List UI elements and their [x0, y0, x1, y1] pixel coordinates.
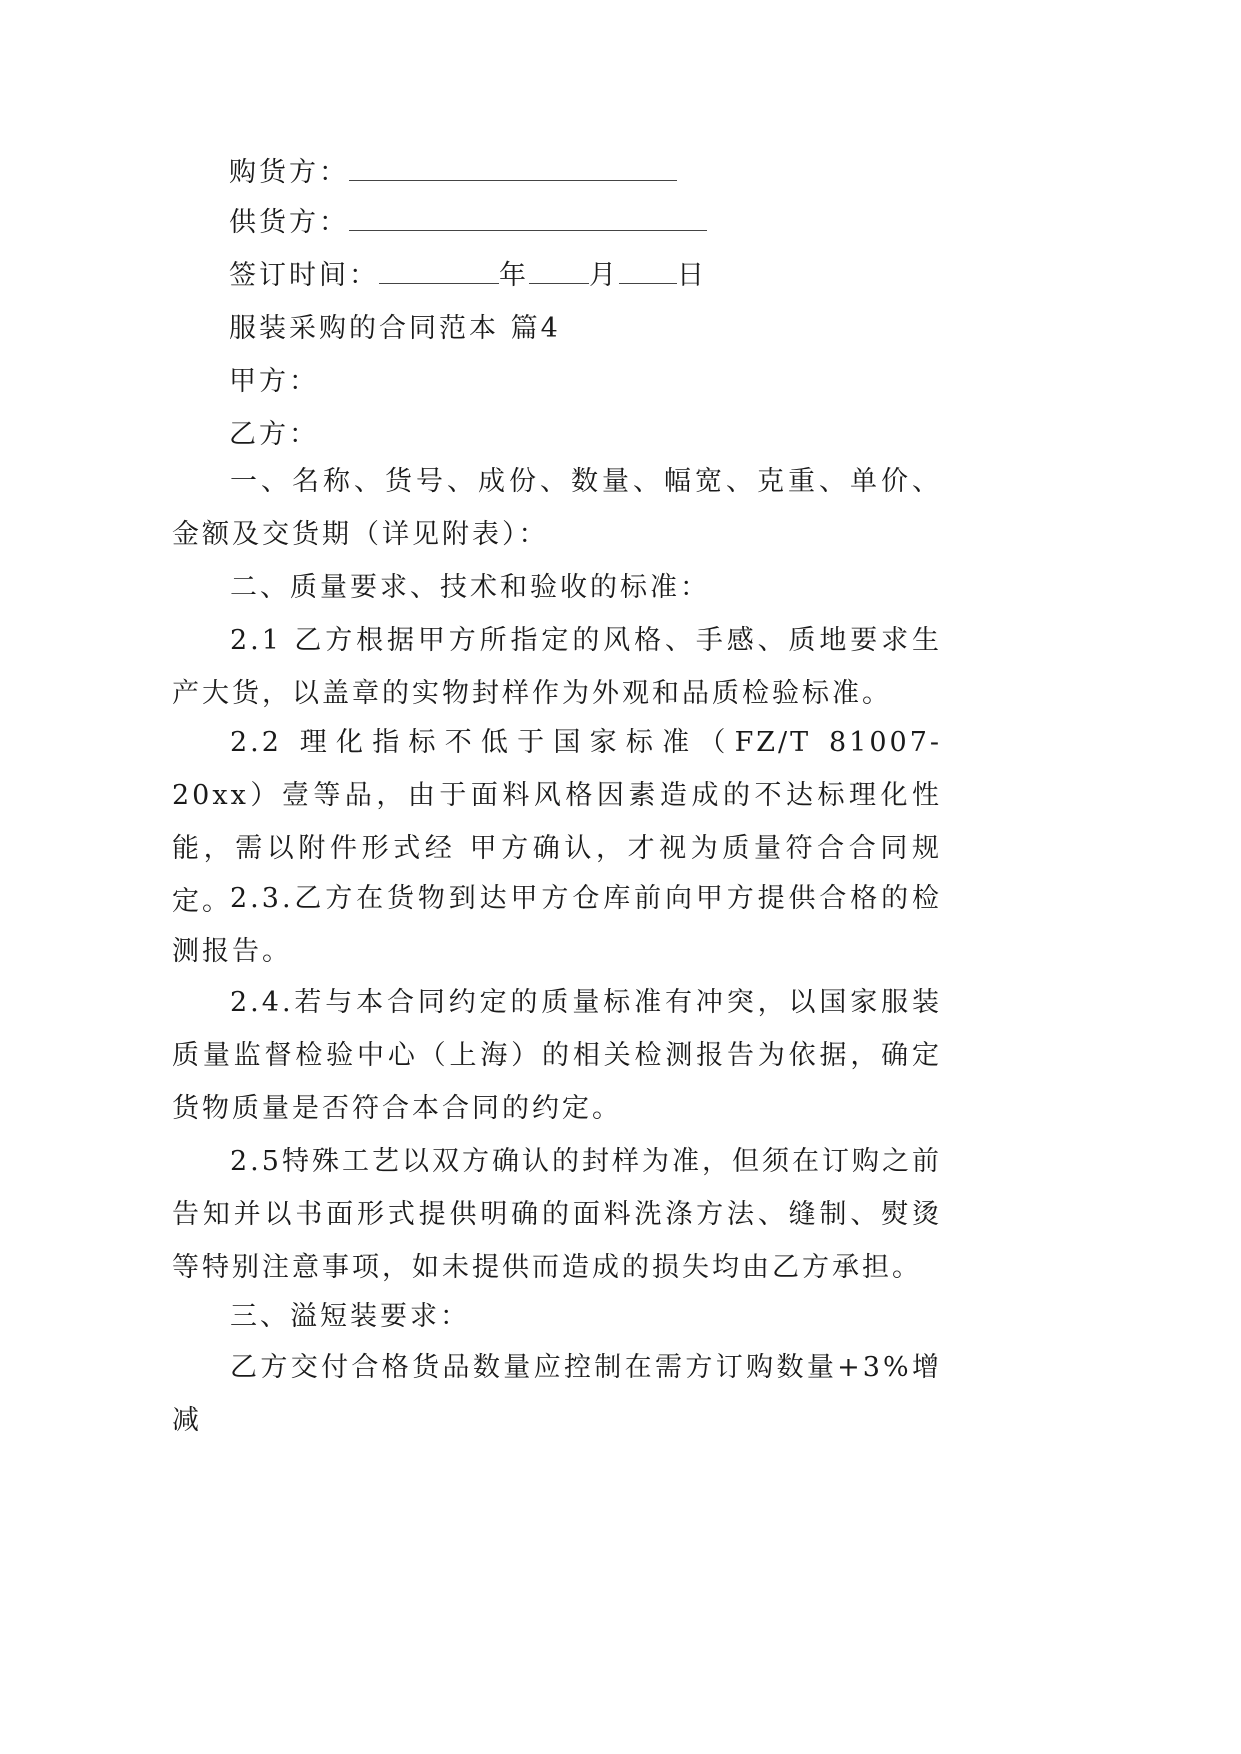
clause-1-heading: 一、名称、货号、成份、数量、幅宽、克重、单价、金额及交货期（详见附表）：: [172, 466, 942, 550]
clause-3-heading: 三、溢短装要求：: [230, 1301, 470, 1332]
month-blank: [529, 261, 589, 284]
supplier-label: 供货方：: [229, 207, 349, 238]
sign-date-label: 签订时间：: [229, 260, 379, 291]
sign-date-line: [229, 253, 707, 292]
clause-2-heading: 二、质量要求、技术和验收的标准：: [230, 572, 710, 603]
day-label: 日: [677, 260, 707, 291]
party-b-label: 乙方：: [229, 419, 319, 450]
supplier-blank: [349, 208, 707, 231]
clause-2-5: 2.5特殊工艺以双方确认的封样为准，但须在订购之前告知并以书面形式提供明确的面料洗涤方法、缝制、熨烫等特别注意事项，如未提供而造成的损失均由乙方承担。: [172, 1146, 942, 1283]
clause-2-2: 2.2 理化指标不低于国家标准（FZ/T 81007-20xx）壹等品，由于面料风格因素造成的不达标理化性能，需以附件形式经 甲方确认，才视为质量符合合同规定。: [172, 727, 942, 917]
clause-3-text: 乙方交付合格货品数量应控制在需方订购数量+3%增减: [172, 1352, 942, 1436]
clause-2-4: 2.4.若与本合同约定的质量标准有冲突，以国家服装质量监督检验中心（上海）的相关检测报告为依据，确定货物质量是否符合本合同的约定。: [172, 987, 942, 1124]
day-blank: [619, 261, 677, 284]
section-title: 服装采购的合同范本 篇4: [229, 313, 561, 344]
buyer-label: 购货方：: [229, 157, 349, 188]
supplier-line: [229, 200, 707, 239]
clause-2-1: 2.1 乙方根据甲方所指定的风格、手感、质地要求生产大货，以盖章的实物封样作为外观和品质检验标准。: [172, 625, 942, 709]
clause-2-3: 2.3.乙方在货物到达甲方仓库前向甲方提供合格的检测报告。: [172, 883, 942, 967]
party-a-label: 甲方：: [229, 366, 319, 397]
buyer-line: [229, 150, 677, 189]
year-label: 年: [499, 260, 529, 291]
buyer-blank: [349, 158, 677, 181]
month-label: 月: [589, 260, 619, 291]
year-blank: [379, 261, 499, 284]
